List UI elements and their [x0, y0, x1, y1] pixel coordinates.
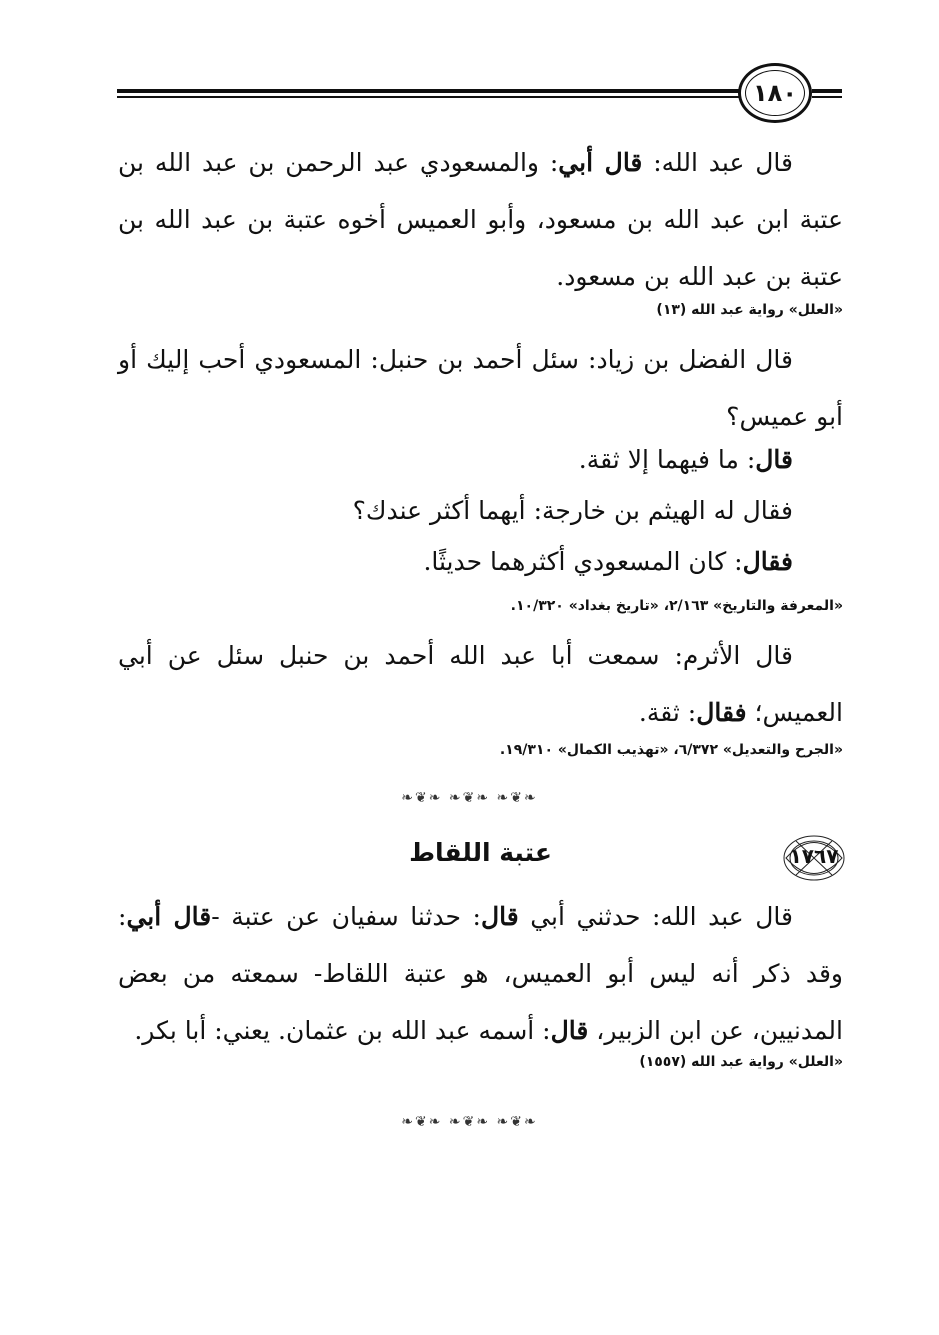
line5-bold: فقال: [742, 547, 793, 576]
paragraph-1: [118, 134, 843, 305]
paragraph-4: فقال له الهيثم بن خارجة: أيهما أكثر عندك؟: [352, 496, 793, 525]
entry-number: ١٧٦٧: [789, 844, 839, 868]
header-rule-right-thin: [812, 96, 842, 98]
page-number-text: ١٨٠: [753, 79, 797, 107]
entry-p4: : أسمه عبد الله بن عثمان. يعني: أبا بكر.: [134, 1016, 551, 1045]
entry-paragraph: [118, 888, 843, 1059]
header-rule: [117, 89, 742, 93]
entry-p2: : حدثنا سفيان عن عتبة -: [211, 902, 481, 931]
entry-b1: قال: [480, 902, 519, 931]
para1-post: : والمسعودي عبد الرحمن بن عبد الله بن عتبة ابن عبد الله بن مسعود، وأبو العميس أخوه عتبة بن عبد الله بن عتبة بن عبد الله بن مسعود.: [118, 148, 843, 291]
reference-3: «الجرح والتعديل» ٦/٣٧٢، «تهذيب الكمال» ١٩/٣١٠.: [499, 742, 843, 758]
ornament-divider: ❧❦❧ ❧❦❧ ❧❦❧: [401, 790, 538, 806]
para1-pre: قال عبد الله:: [642, 148, 793, 177]
entry-b2: قال أبي: [126, 902, 212, 931]
entry-b3: قال: [550, 1016, 589, 1045]
reference-2: «المعرفة والتاريخ» ٢/١٦٣، «تاريخ بغداد» ١٠/٣٢٠.: [510, 598, 843, 614]
paragraph-3: [118, 431, 843, 488]
entry-title: عتبة اللقاط: [409, 838, 552, 867]
line5-post: : كان المسعودي أكثرهما حديثًا.: [423, 547, 743, 576]
entry-p3: : وقد ذكر أنه ليس أبو العميس، هو عتبة اللقاط- سمعته من بعض المدنيين، عن ابن الزبير،: [118, 902, 843, 1045]
ornament-divider-bottom: ❧❦❧ ❧❦❧ ❧❦❧: [401, 1114, 538, 1130]
page-number: [738, 63, 812, 123]
header-rule-thin: [117, 96, 742, 98]
paragraph-5: [118, 533, 843, 590]
entry-reference: «العلل» رواية عبد الله (١٥٥٧): [639, 1054, 843, 1070]
line3-post: : ما فيهما إلا ثقة.: [578, 445, 756, 474]
line3-bold: قال: [755, 445, 793, 474]
para1-bold: قال أبي: [558, 148, 643, 177]
paragraph-2: قال الفضل بن زياد: سئل أحمد بن حنبل: المسعودي أحب إليك أو أبو عميس؟: [118, 345, 843, 431]
header-rule-right: [812, 89, 842, 93]
para6-pre: قال الأثرم: سمعت أبا عبد الله أحمد بن حنبل سئل عن أبي العميس؛: [118, 641, 843, 727]
reference-1: «العلل» رواية عبد الله (١٣): [656, 302, 843, 318]
paragraph-6: [118, 627, 843, 741]
para6-bold: فقال: [696, 698, 747, 727]
para6-post: : ثقة.: [638, 698, 697, 727]
entry-p1: قال عبد الله: حدثني أبي: [518, 902, 793, 931]
